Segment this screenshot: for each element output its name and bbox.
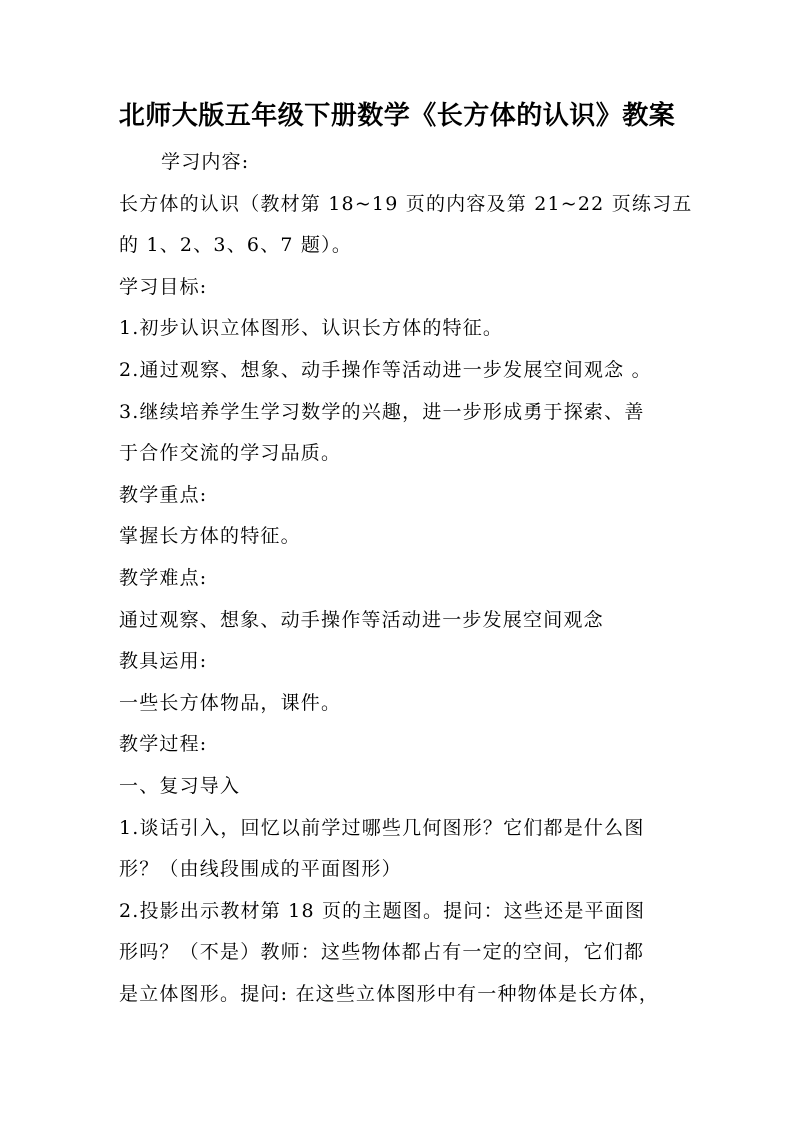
paragraph-line: 3.继续培养学生学习数学的兴趣，进一步形成勇于探索、善	[119, 400, 645, 423]
section-heading-difficulties: 教学难点:	[119, 566, 208, 589]
section-heading-teaching-aids: 教具运用:	[119, 650, 208, 673]
paragraph-line: 的 1、2、3、6、7 题）。	[119, 234, 353, 257]
paragraph-line: 是立体图形。提问: 在这些立体图形中有一种物体是长方体，	[119, 982, 660, 1005]
paragraph-line: 形吗？（不是）教师：这些物体都占有一定的空间，它们都	[119, 941, 645, 964]
paragraph-line: 长方体的认识（教材第 18~19 页的内容及第 21~22 页练习五	[119, 192, 693, 215]
paragraph-line: 于合作交流的学习品质。	[119, 442, 342, 465]
paragraph-line: 2.通过观察、想象、动手操作等活动进一步发展空间观念 。	[119, 358, 652, 381]
paragraph-line: 1.初步认识立体图形、认识长方体的特征。	[119, 317, 504, 340]
paragraph-line: 2.投影出示教材第 18 页的主题图。提问：这些还是平面图	[119, 899, 646, 922]
section-heading-goals: 学习目标:	[119, 275, 208, 298]
paragraph-line: 1.谈话引入，回忆以前学过哪些几何图形？它们都是什么图	[119, 816, 645, 839]
paragraph-line: 一些长方体物品，课件。	[119, 691, 342, 714]
paragraph-line: 掌握长方体的特征。	[119, 525, 301, 548]
subsection-heading: 一、复习导入	[119, 774, 241, 797]
section-heading-content: 学习内容:	[161, 151, 250, 173]
document-body	[119, 142, 693, 1015]
paragraph-line: 通过观察、想象、动手操作等活动进一步发展空间观念	[119, 608, 604, 631]
document-title: 北师大版五年级下册数学《长方体的认识》教案	[118, 101, 676, 131]
section-heading-process: 教学过程:	[119, 733, 208, 756]
section-heading-key-points: 教学重点:	[119, 483, 208, 506]
paragraph-line: 形？（由线段围成的平面图形）	[119, 858, 402, 881]
